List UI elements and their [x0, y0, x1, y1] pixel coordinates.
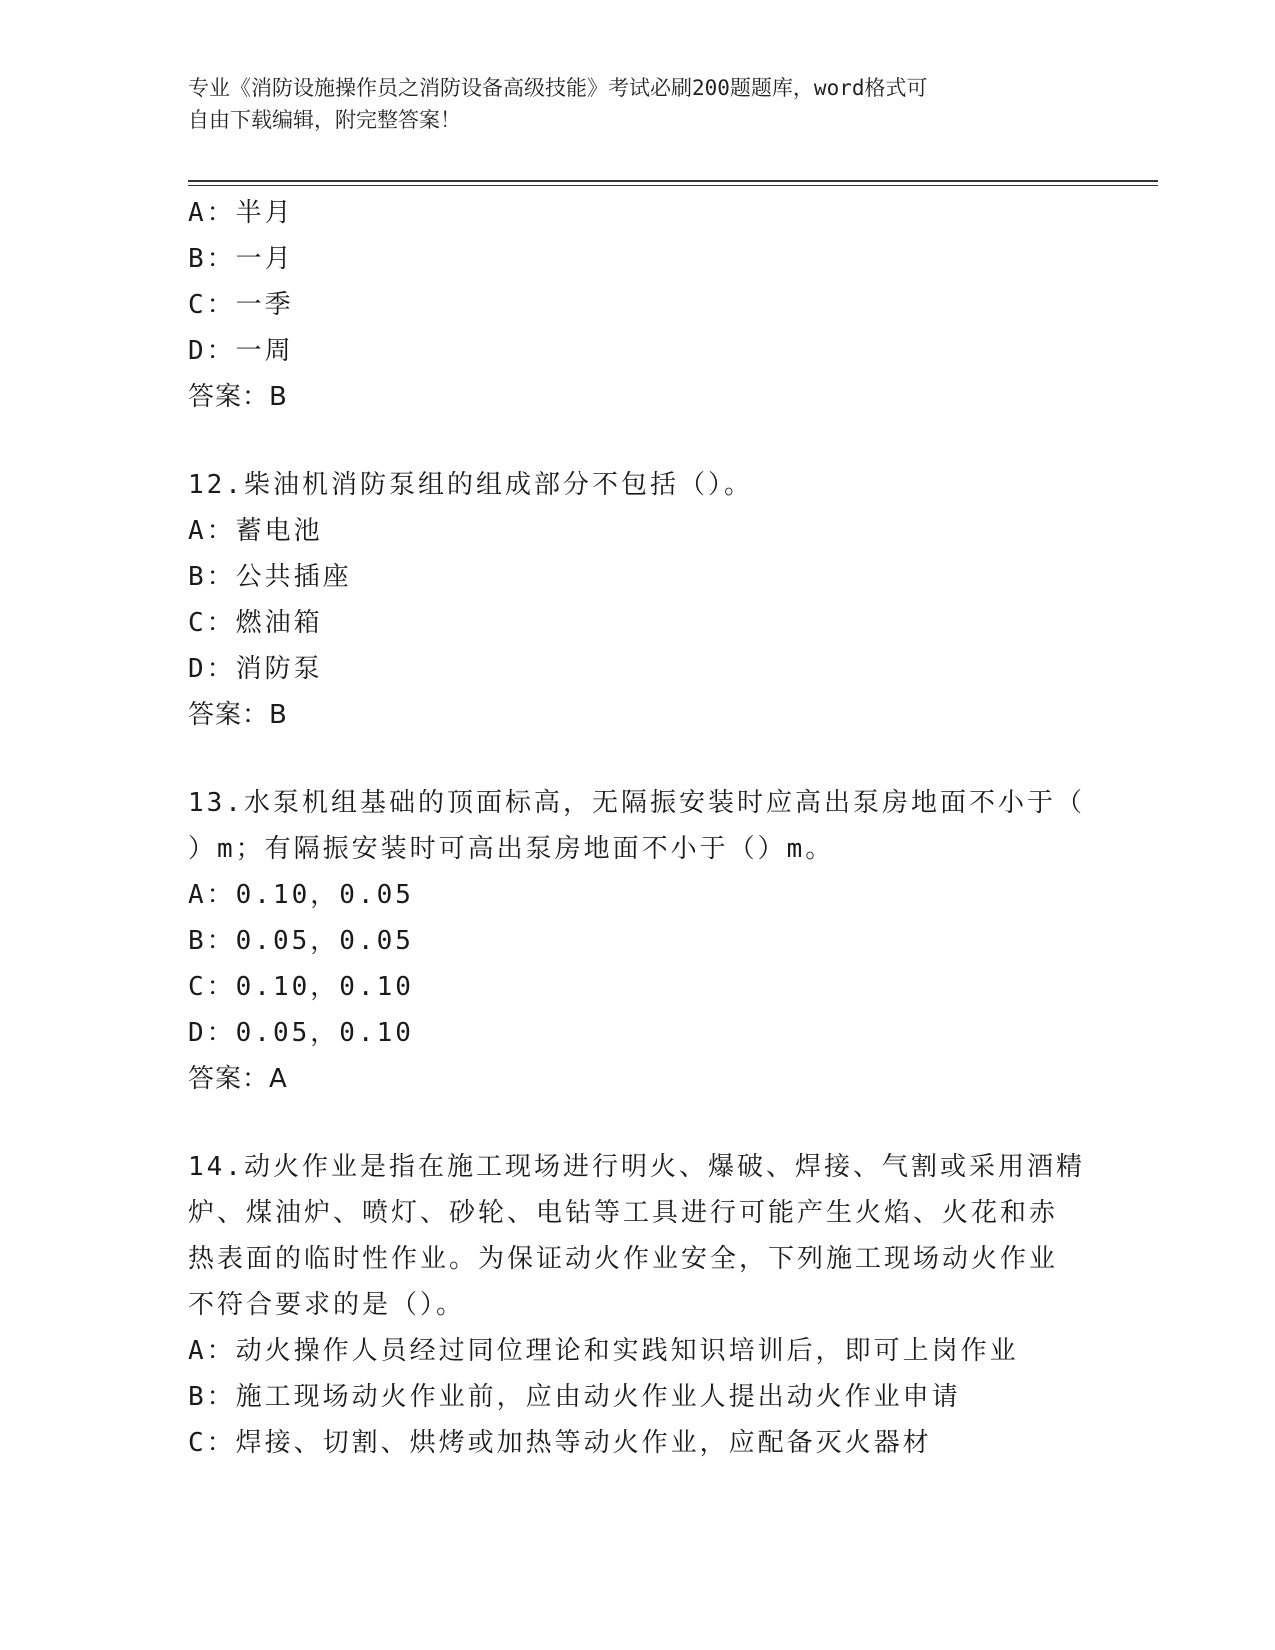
header-divider — [188, 180, 1158, 182]
question-text: 12.柴油机消防泵组的组成部分不包括（）。 — [188, 470, 753, 500]
option-b: B：公共插座 — [188, 562, 352, 592]
option-c: C：燃油箱 — [188, 608, 323, 638]
question-block-14 — [188, 1144, 1088, 1466]
option-a: A：动火操作人员经过同位理论和实践知识培训后，即可上岗作业 — [188, 1336, 1019, 1366]
question-block-11 — [188, 190, 1088, 420]
question-text-line-1: 14.动火作业是指在施工现场进行明火、爆破、焊接、气割或采用酒精 — [188, 1152, 1085, 1182]
option-d: D：一周 — [188, 336, 294, 366]
header-divider-thin — [188, 185, 1158, 186]
option-c: C：0.10，0.10 — [188, 972, 414, 1002]
document-body — [188, 190, 1088, 1466]
option-a: A：半月 — [188, 198, 294, 228]
header-line-2: 自由下载编辑，附完整答案！ — [188, 108, 461, 132]
question-text-line-4: 不符合要求的是（）。 — [188, 1290, 466, 1320]
document-header — [188, 72, 1068, 136]
option-a: A：0.10，0.05 — [188, 880, 414, 910]
question-text-line-2: 炉、煤油炉、喷灯、砂轮、电钻等工具进行可能产生火焰、火花和赤 — [188, 1198, 1059, 1228]
option-a: A：蓄电池 — [188, 516, 323, 546]
option-d: D：消防泵 — [188, 654, 323, 684]
question-text-line-1: 13.水泵机组基础的顶面标高，无隔振安装时应高出泵房地面不小于（ — [188, 788, 1085, 818]
question-text-line-3: 热表面的临时性作业。为保证动火作业安全，下列施工现场动火作业 — [188, 1244, 1059, 1274]
answer-text: 答案：B — [188, 700, 288, 730]
question-text-line-2: ）m；有隔振安装时可高出泵房地面不小于（）m。 — [188, 834, 835, 864]
answer-text: 答案：B — [188, 382, 288, 412]
answer-text: 答案：A — [188, 1064, 288, 1094]
question-block-13 — [188, 780, 1088, 1102]
option-d: D：0.05，0.10 — [188, 1018, 414, 1048]
option-b: B：0.05，0.05 — [188, 926, 414, 956]
option-c: C：焊接、切割、烘烤或加热等动火作业，应配备灭火器材 — [188, 1428, 932, 1458]
question-block-12 — [188, 462, 1088, 738]
option-c: C：一季 — [188, 290, 294, 320]
option-b: B：施工现场动火作业前，应由动火作业人提出动火作业申请 — [188, 1382, 961, 1412]
header-line-1: 专业《消防设施操作员之消防设备高级技能》考试必刷200题题库，word格式可 — [188, 76, 928, 100]
option-b: B：一月 — [188, 244, 294, 274]
